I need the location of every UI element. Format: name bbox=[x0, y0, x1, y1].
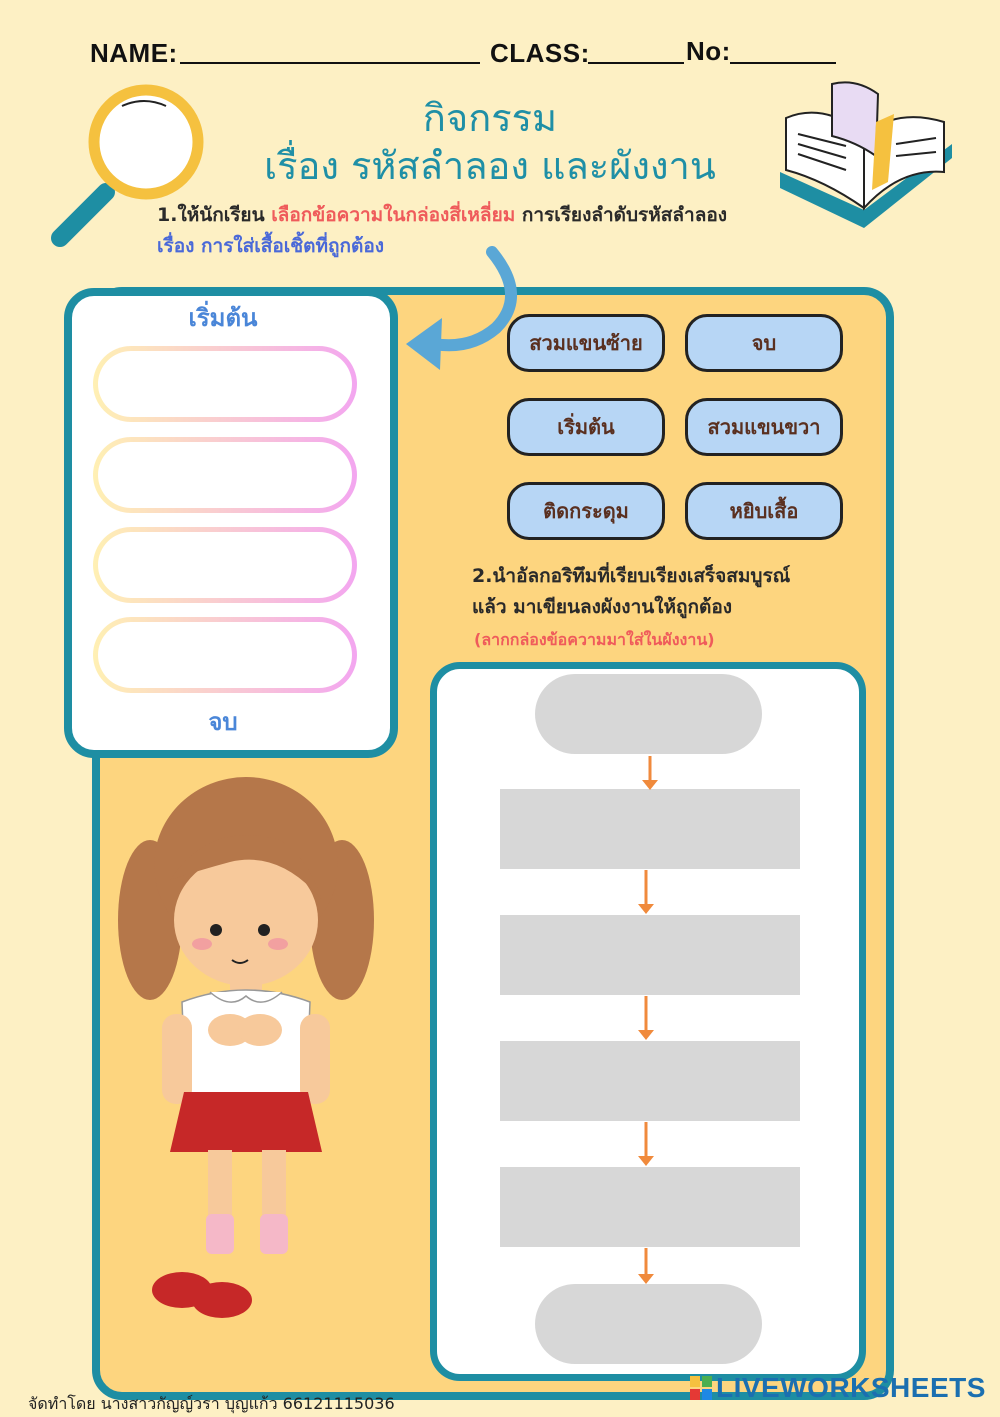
drag-hint: (ลากกล่องข้อความมาใส่ในผังงาน) bbox=[474, 630, 715, 649]
instruction-2 bbox=[472, 561, 852, 623]
number-label: No: bbox=[686, 36, 731, 66]
liveworksheets-brand[interactable]: LIVEWORKSHEETS bbox=[716, 1372, 986, 1403]
creator-credit: จัดทำโดย นางสาวกัญญ์วรา บุญแก้ว 66121115036 bbox=[28, 1394, 395, 1413]
chip-button-up[interactable]: ติดกระดุม bbox=[507, 482, 665, 540]
instruction-1-suffix: การเรียงลำดับรหัสลำลอง bbox=[521, 204, 728, 226]
instruction-1-prefix: 1.ให้นักเรียน bbox=[157, 204, 265, 226]
flowchart-end-terminal[interactable] bbox=[535, 1284, 762, 1364]
end-label: จบ bbox=[208, 708, 238, 736]
page-title bbox=[200, 94, 780, 190]
class-field[interactable] bbox=[588, 62, 684, 64]
instruction-2-line-2: แล้ว มาเขียนลงผังงานให้ถูกต้อง bbox=[472, 596, 733, 618]
answer-slot-4[interactable] bbox=[93, 617, 357, 693]
curved-arrow-icon bbox=[400, 246, 530, 386]
liveworksheets-logo-icon bbox=[690, 1376, 712, 1400]
open-book-illustration bbox=[776, 72, 956, 232]
answer-slot-3[interactable] bbox=[93, 527, 357, 603]
name-label: NAME: bbox=[90, 38, 178, 68]
flowchart-arrows bbox=[630, 750, 670, 1290]
title-line-2: เรื่อง รหัสลำลอง และผังงาน bbox=[264, 144, 716, 188]
instruction-1-highlight: เลือกข้อความในกล่องสี่เหลี่ยม bbox=[271, 204, 516, 226]
answer-slot-2[interactable] bbox=[93, 437, 357, 513]
flowchart-start-terminal[interactable] bbox=[535, 674, 762, 754]
chip-pick-shirt[interactable]: หยิบเสื้อ bbox=[685, 482, 843, 540]
chip-start[interactable]: เริ่มต้น bbox=[507, 398, 665, 456]
answer-slot-1[interactable] bbox=[93, 346, 357, 422]
girl-illustration bbox=[110, 770, 380, 1330]
instruction-1-topic-prefix: เรื่อง bbox=[157, 235, 195, 257]
chip-right-sleeve[interactable]: สวมแขนขวา bbox=[685, 398, 843, 456]
instruction-2-line-1: 2.นำอัลกอริทึมที่เรียบเรียงเสร็จสมบูรณ์ bbox=[472, 565, 791, 587]
class-label: CLASS: bbox=[490, 38, 590, 68]
title-line-1: กิจกรรม bbox=[422, 96, 558, 140]
chip-end[interactable]: จบ bbox=[685, 314, 843, 372]
start-label: เริ่มต้น bbox=[188, 304, 258, 332]
chip-left-sleeve[interactable]: สวมแขนซ้าย bbox=[507, 314, 665, 372]
name-field[interactable] bbox=[180, 62, 480, 64]
number-field[interactable] bbox=[730, 62, 836, 64]
instruction-1-topic: การใส่เสื้อเชิ้ตที่ถูกต้อง bbox=[201, 235, 385, 257]
